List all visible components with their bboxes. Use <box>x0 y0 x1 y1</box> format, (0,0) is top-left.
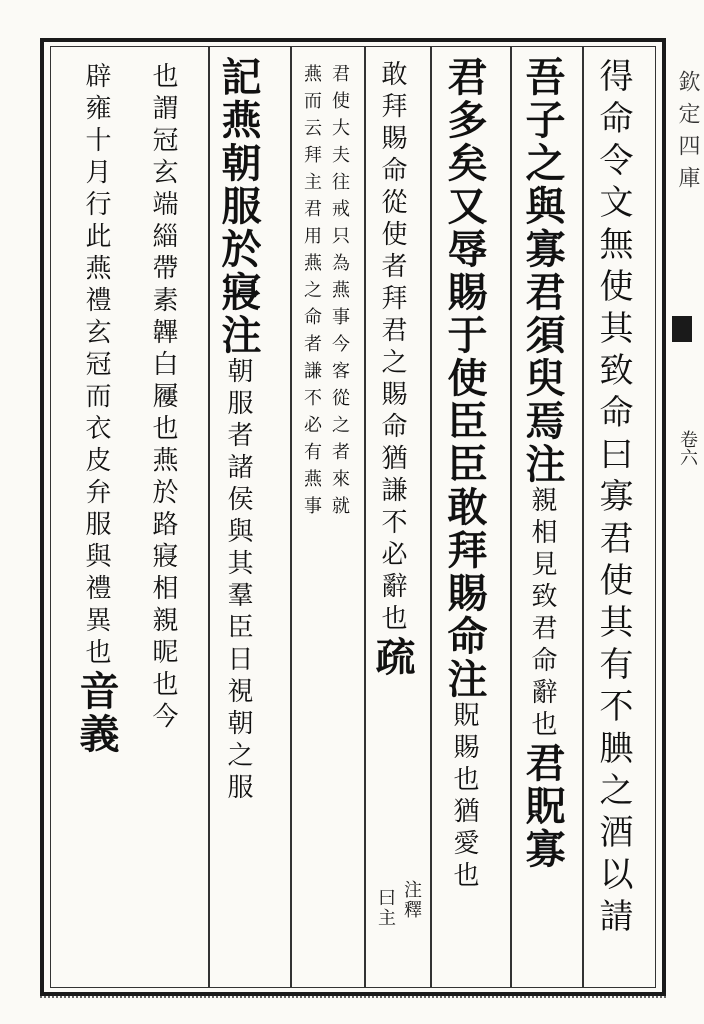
column-4-small-note-a: 注釋 <box>401 880 422 920</box>
column-4-shu: 疏 <box>369 636 416 679</box>
column-6-note: 朝服者諸侯與其羣臣日視朝之服 <box>223 357 253 805</box>
column-3-note: 貺賜也猶愛也 <box>449 701 479 893</box>
text-column-6 <box>215 56 262 805</box>
text-column-5a: 君使大夫往戒只為燕事今客從之者來就 <box>329 64 350 523</box>
juan-label: 卷六 <box>677 430 698 466</box>
column-3-main: 君多矣又辱賜于使臣臣敢拜賜命注 <box>441 56 488 701</box>
column-rule <box>208 46 210 988</box>
column-2-tail: 君貺寡 <box>519 742 566 871</box>
column-4-small-note-b: 曰主 <box>375 888 396 928</box>
text-column-7: 也謂冠玄端緇帶素韠白屨也燕於路寢相親昵也今 <box>148 62 178 734</box>
column-8-yinyi: 音義 <box>73 670 120 756</box>
text-column-1: 得命令文無使其致命曰寡君使其有不腆之酒以請 <box>593 58 633 940</box>
text-column-3 <box>441 56 488 893</box>
column-2-main: 吾子之與寡君須臾焉注 <box>519 56 566 486</box>
text-column-5b: 燕而云拜主君用燕之命者謙不必有燕事 <box>301 64 322 523</box>
column-2-note: 親相見致君命辭也 <box>527 486 557 742</box>
column-rule <box>510 46 512 988</box>
column-6-main: 記燕朝服於寢注 <box>215 56 262 357</box>
text-column-8 <box>73 62 120 756</box>
text-column-4 <box>369 60 416 679</box>
column-4-main: 敢拜賜命從使者拜君之賜命猶謙不必辭也 <box>377 60 407 636</box>
margin-header: 欽定四庫 <box>675 70 700 198</box>
column-rule <box>430 46 432 988</box>
column-rule <box>364 46 366 988</box>
column-rule <box>582 46 584 988</box>
bottom-dotted-edge <box>40 996 666 1004</box>
fish-tail-mark <box>672 316 692 342</box>
column-8-main: 辟雍十月行此燕禮玄冠而衣皮弁服與禮異也 <box>81 62 111 670</box>
text-column-2 <box>519 56 566 871</box>
column-rule <box>290 46 292 988</box>
